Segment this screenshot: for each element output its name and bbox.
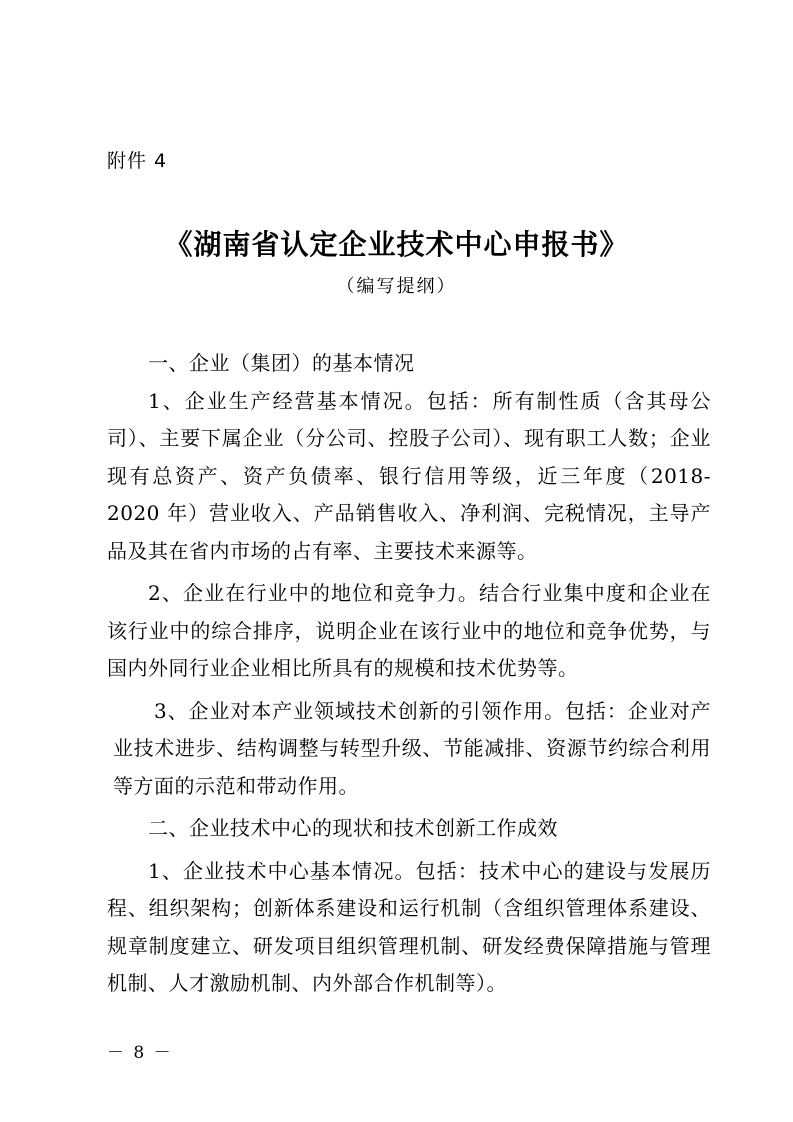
section-2-heading: 二、企业技术中心的现状和技术创新工作成效 bbox=[148, 816, 558, 840]
attachment-label: 附件 4 bbox=[107, 150, 168, 172]
section-1-paragraph-3: 3、企业对本产业领域技术创新的引领作用。包括：企业对产业技术进步、结构调整与转型升级、节能减排、资源节约综合利用等方面的示范和带动作用。 bbox=[113, 698, 711, 798]
section-1-paragraph-2: 2、企业在行业中的地位和竞争力。结合行业集中度和企业在该行业中的综合排序，说明企业在该行业中的地位和竞争优势，与国内外同行业企业相比所具有的规模和技术优势等。 bbox=[107, 581, 711, 680]
document-subtitle: （编写提纲） bbox=[336, 276, 457, 297]
section-2-paragraph-1: 1、企业技术中心基本情况。包括：技术中心的建设与发展历程、组织架构；创新体系建设和运行机制（含组织管理体系建设、规章制度建立、研发项目组织管理机制、研发经费保障措施与管理机制、人才激励机制、内外部合作机制等）。 bbox=[107, 858, 711, 995]
section-1-paragraph-1: 1、企业生产经营基本情况。包括：所有制性质（含其母公司）、主要下属企业（分公司、控股子公司）、现有职工人数；企业现有总资产、资产负债率、银行信用等级，近三年度（2018-2020 年）营业收入、产品销售收入、净利润、完税情况，主导产品及其在省内市场的占有率、主要技术来源等。 bbox=[107, 388, 711, 563]
section-1-heading: 一、企业（集团）的基本情况 bbox=[148, 351, 415, 375]
document-title: 《湖南省认定企业技术中心申报书》 bbox=[164, 228, 629, 261]
document-body bbox=[107, 345, 711, 1003]
page-number: － 8 － bbox=[107, 1043, 173, 1063]
